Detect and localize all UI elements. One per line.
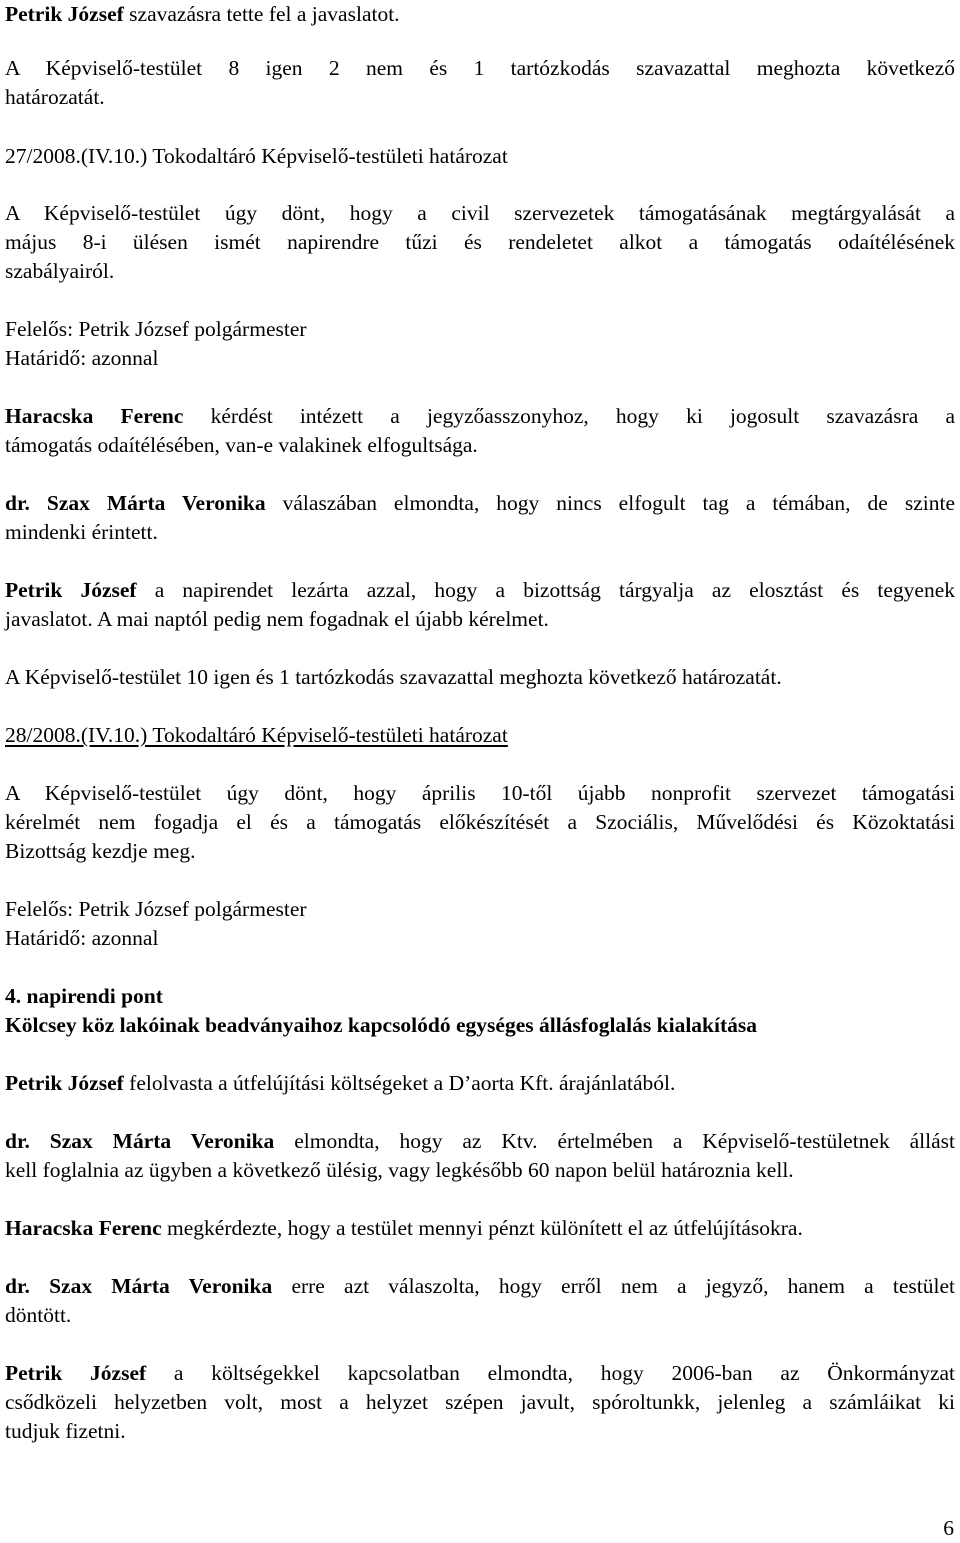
text-run: megkérdezte, hogy a testület mennyi pénzt különített el az útfelújításokra. [161,1216,803,1240]
speaker-name: Petrik József [5,1361,147,1385]
text-line-res28-body-3 [5,837,955,866]
text-line-vote-intro-1 [5,0,955,29]
text-run: döntött. [5,1303,72,1327]
text-line-agenda-4-title [5,1011,955,1040]
text-run: A Képviselő-testület 8 igen 2 nem és 1 tartózkodás szavazattal meghozta következő [5,56,955,80]
text-run: május 8-i ülésen ismét napirendre tűzi és rendeletet alkot a támogatás odaítélésének [5,230,955,254]
text-line-vote-result-1b [5,83,955,112]
text-run: A Képviselő-testület úgy dönt, hogy a civil szervezetek támogatásának megtárgyalását a [5,201,955,225]
speaker-name: Haracska Ferenc [5,1216,162,1240]
speaker-name: dr. Szax Márta Veronika [5,1274,273,1298]
text-line-szax-ktv-1 [5,1127,955,1156]
speaker-name: 4. napirendi pont [5,984,163,1008]
text-run: kérelmét nem fogadja el és a támogatás előkészítését a Szociális, Művelődési és Közoktatási [5,810,955,834]
text-line-vote-result-2 [5,663,955,692]
text-line-agenda-4-number [5,982,955,1011]
text-run: kérdést intézett a jegyzőasszonyhoz, hogy ki jogosult szavazásra a [183,404,955,428]
text-line-haracska-q-1 [5,402,955,431]
speaker-name: Haracska Ferenc [5,404,184,428]
text-run: Felelős: Petrik József polgármester [5,897,307,921]
text-line-res27-body-3 [5,257,955,286]
text-run: 28/2008.(IV.10.) Tokodaltáró Képviselő-testületi határozat [5,723,508,747]
text-line-res28-deadline [5,924,955,953]
page-number: 6 [943,1516,954,1540]
text-line-resolution-28-title [5,721,955,750]
text-line-petrik-close-1 [5,576,955,605]
text-line-petrik-costs-3 [5,1417,955,1446]
text-run: elmondta, hogy az Ktv. értelmében a Képviselő-testületnek állást [274,1129,955,1153]
text-run: kell foglalnia az ügyben a következő ülésig, vagy legkésőbb 60 napon belül határoznia kell. [5,1158,794,1182]
text-run: javaslatot. A mai naptól pedig nem fogadnak el újabb kérelmet. [5,607,549,631]
text-run: Bizottság kezdje meg. [5,839,196,863]
text-line-szax-a-1 [5,489,955,518]
text-run: 27/2008.(IV.10.) Tokodaltáró Képviselő-testületi határozat [5,144,508,168]
text-run: csődközeli helyzetben volt, most a helyzet szépen javult, spóroltunkk, jelenleg a számláikat ki [5,1390,955,1414]
text-run: felolvasta a útfelújítási költségeket a D’aorta Kft. árajánlatából. [123,1071,676,1095]
text-line-res27-deadline [5,344,955,373]
speaker-name: dr. Szax Márta Veronika [5,491,266,515]
text-run: határozatát. [5,85,105,109]
text-run: A Képviselő-testület 10 igen és 1 tartózkodás szavazattal meghozta következő határozatát. [5,665,782,689]
text-line-res28-responsible [5,895,955,924]
text-line-res27-responsible [5,315,955,344]
text-line-haracska-q-2 [5,431,955,460]
speaker-name: dr. Szax Márta Veronika [5,1129,275,1153]
text-line-vote-result-1a [5,54,955,83]
text-line-res28-body-2 [5,808,955,837]
text-run: a napirendet lezárta azzal, hogy a bizottság tárgyalja az elosztást és tegyenek [136,578,955,602]
speaker-name: Petrik József [5,2,124,26]
text-run: szabályairól. [5,259,115,283]
text-line-szax-a-2 [5,518,955,547]
text-line-szax-reply-2 [5,1301,955,1330]
speaker-name: Petrik József [5,578,137,602]
text-line-petrik-close-2 [5,605,955,634]
document-page [5,0,955,1537]
text-line-res27-body-2 [5,228,955,257]
text-line-res28-body-1 [5,779,955,808]
text-run: erre azt válaszolta, hogy erről nem a jegyző, hanem a testület [272,1274,955,1298]
text-line-petrik-read [5,1069,955,1098]
text-run: válaszában elmondta, hogy nincs elfogult tag a témában, de szinte [265,491,955,515]
text-line-petrik-costs-2 [5,1388,955,1417]
text-run: tudjuk fizetni. [5,1419,126,1443]
speaker-name: Kölcsey köz lakóinak beadványaihoz kapcsolódó egységes állásfoglalás kialakítása [5,1013,757,1037]
text-line-petrik-costs-1 [5,1359,955,1388]
text-run: mindenki érintett. [5,520,158,544]
speaker-name: Petrik József [5,1071,124,1095]
text-run: A Képviselő-testület úgy dönt, hogy április 10-től újabb nonprofit szervezet támogatási [5,781,955,805]
text-line-res27-body-1 [5,199,955,228]
text-run: Határidő: azonnal [5,926,159,950]
text-run: támogatás odaítélésében, van-e valakinek elfogultsága. [5,433,478,457]
text-line-haracska-ask [5,1214,955,1243]
text-run: Felelős: Petrik József polgármester [5,317,307,341]
text-run: Határidő: azonnal [5,346,159,370]
text-run: szavazásra tette fel a javaslatot. [123,2,400,26]
text-line-resolution-27-title [5,142,955,171]
text-line-szax-reply-1 [5,1272,955,1301]
text-run: a költségekkel kapcsolatban elmondta, hogy 2006-ban az Önkormányzat [146,1361,956,1385]
text-line-szax-ktv-2 [5,1156,955,1185]
